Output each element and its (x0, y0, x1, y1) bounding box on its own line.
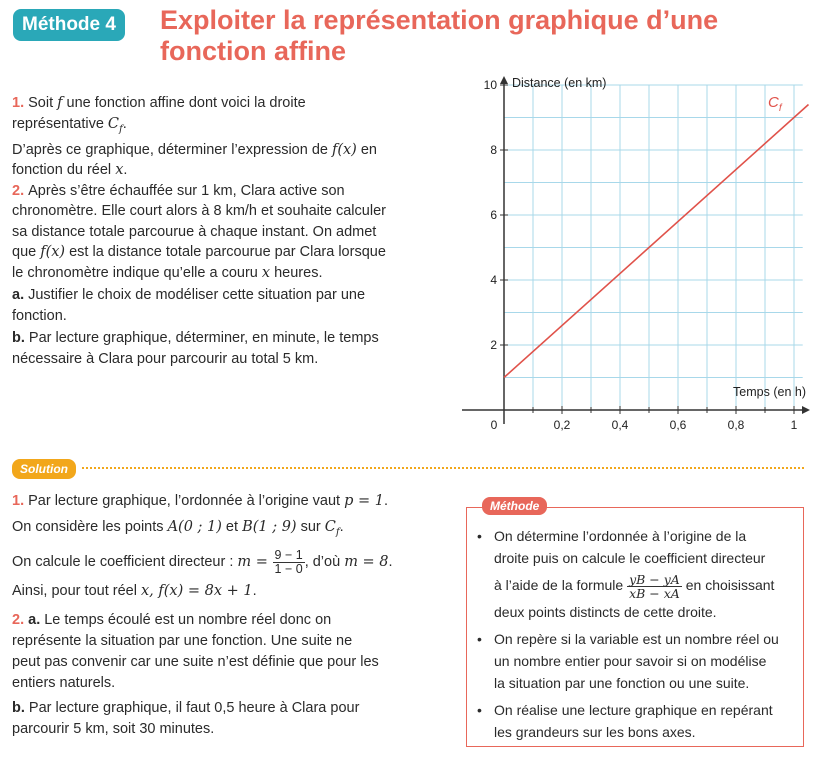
formula-fraction (627, 573, 682, 600)
s1-text-b: . (383, 493, 389, 509)
q1-x: x (115, 162, 124, 179)
s1-line3-b: , d’où (304, 553, 345, 570)
method-bullet-2 (477, 628, 799, 694)
y-tick-label: 2 (490, 338, 497, 352)
q2-number: 2. (12, 182, 25, 199)
qb-line-1: Par lecture graphique, déterminer, en minute, le temps (24, 330, 379, 347)
s2-line-3: peut pas convenir car une suite n’est définie que pour les (12, 653, 379, 670)
solution-tag: Solution (12, 459, 76, 479)
q2-line-1: Après s’être échauffée sur 1 km, Clara active son (28, 182, 345, 199)
b3-line-1: On réalise une lecture graphique en repérant (494, 702, 773, 718)
y-tick-label: 6 (490, 208, 497, 222)
formula-denominator: xB − xA (629, 585, 680, 601)
s1-line4-a: Ainsi, pour tout réel (12, 582, 141, 599)
s1-m8: m = 8 (344, 553, 389, 570)
s1-et: et (221, 519, 243, 535)
s1-line3-a: On calcule le coefficient directeur : (12, 553, 238, 570)
s2-line-5: Par lecture graphique, il faut 0,5 heure à Clara pour (24, 699, 360, 716)
bullet-icon: • (477, 528, 482, 544)
s1-point-b: B(1 ; 9) (242, 519, 297, 535)
s1-line4-b: . (252, 582, 257, 599)
b2-line-2: un nombre entier pour savoir si on modélise (494, 653, 767, 669)
s1-point-a: A(0 ; 1) (167, 519, 222, 535)
q2-line-5a: le chronomètre indique qu’elle a couru (12, 264, 262, 281)
s2-number: 2. (12, 611, 25, 628)
s1-dot: . (339, 519, 344, 535)
method-bullets (477, 525, 799, 743)
s2-a-label: a. (28, 611, 41, 628)
slope-denominator: 1 − 0 (274, 561, 303, 576)
q1-text-i: . (123, 162, 128, 179)
q1-text-d: . (122, 115, 127, 132)
q1-text-h: fonction du réel (12, 162, 116, 179)
q1-text-g: en (356, 141, 378, 158)
b1-line-3a: à l’aide de la formule (494, 577, 628, 593)
q2-line-2: chronomètre. Elle court alors à 8 km/h et souhaite calculer (12, 203, 386, 220)
y-tick-label: 10 (483, 78, 497, 92)
q1-text-c: représentative (12, 115, 108, 132)
x-tick-label: 0 (490, 418, 498, 432)
curve-label (768, 94, 783, 114)
b1-line-3b: en choisissant (681, 577, 775, 593)
series-line-cf (504, 105, 809, 378)
s1-m: m = (237, 553, 273, 570)
s2-line-6: parcourir 5 km, soit 30 minutes. (12, 720, 215, 737)
s1-number: 1. (12, 493, 25, 509)
s2-b-label: b. (12, 699, 25, 716)
s2-line-1: Le temps écoulé est un nombre réel donc on (40, 611, 332, 628)
solution-divider (82, 467, 804, 469)
x-tick-label: 0,8 (727, 418, 745, 432)
qa-line-2: fonction. (12, 307, 67, 324)
s1-c: C (324, 519, 336, 535)
x-axis-arrow (802, 406, 810, 414)
b2-line-1: On repère si la variable est un nombre réel ou (494, 631, 779, 647)
x-tick-label: 0,2 (553, 418, 571, 432)
page-title (160, 5, 718, 67)
b1-line-1: On détermine l’ordonnée à l’origine de la (494, 528, 747, 544)
x-tick-label: 0,4 (611, 418, 629, 432)
q1-fx: f(x) (331, 141, 357, 158)
qa-label: a. (12, 287, 25, 304)
b1-line-2: droite puis on calcule le coefficient directeur (494, 550, 766, 566)
function-graph (460, 74, 810, 436)
chart-axes (462, 76, 810, 424)
s2-line-2: représente la situation par une fonction. Une suite ne (12, 632, 353, 649)
q1-number: 1. (12, 95, 25, 111)
q1-text: Soit (28, 95, 58, 111)
method-bullet-1 (477, 525, 799, 623)
s2-line-4: entiers naturels. (12, 674, 116, 691)
qa-line-1: Justifier le choix de modéliser cette situation par une (24, 287, 366, 304)
q2-line-4b: est la distance totale parcourue par Clara lorsque (65, 244, 386, 261)
chart-grid (504, 85, 803, 410)
b3-line-2: les grandeurs sur les bons axes. (494, 724, 696, 740)
q1-cf: C (107, 115, 120, 132)
chart-series (504, 105, 809, 378)
qb-line-2: nécessaire à Clara pour parcourir au total 5 km. (12, 350, 319, 367)
s1-line2-a: On considère les points (12, 519, 168, 535)
solution-text (12, 491, 457, 740)
s1-expression: x, f(x) = 8x + 1 (140, 582, 253, 599)
q1-f: f (57, 95, 63, 111)
bullet-icon: • (477, 702, 482, 718)
slope-fraction (273, 549, 305, 576)
s1-c-sub: f (335, 526, 340, 538)
curve-label-sub: f (778, 103, 782, 114)
q1-text-b: une fonction affine dont voici la droite (62, 95, 306, 111)
q2-x: x (261, 264, 271, 281)
q2-line-5b: heures. (270, 264, 323, 281)
b1-line-4: deux points distincts de cette droite. (494, 604, 717, 620)
method-bullet-3 (477, 699, 799, 743)
method-tag: Méthode (482, 497, 547, 515)
x-axis-label: Temps (en h) (733, 385, 806, 399)
slope-numerator: 9 − 1 (274, 547, 303, 562)
method-badge: Méthode 4 (13, 9, 125, 41)
x-tick-label: 1 (790, 418, 798, 432)
y-tick-label: 8 (490, 143, 497, 157)
formula-numerator: yB − yA (629, 571, 680, 587)
exercise-text (12, 93, 452, 369)
curve-label-main: C (768, 94, 779, 111)
b2-line-3: la situation par une fonction ou une suite. (494, 675, 750, 691)
q1-cf-sub: f (119, 123, 123, 135)
q2-fx: f(x) (40, 244, 66, 261)
qb-label: b. (12, 330, 25, 347)
y-axis-label: Distance (en km) (512, 76, 607, 90)
title-line-1: Exploiter la représentation graphique d’une (160, 5, 719, 35)
s1-sur: sur (296, 519, 325, 535)
x-tick-label: 0,6 (669, 418, 687, 432)
y-tick-label: 4 (490, 273, 497, 287)
q2-line-4a: que (12, 244, 41, 261)
s1-line3-c: . (388, 553, 393, 570)
y-axis-arrow (500, 76, 508, 84)
q2-line-3: sa distance totale parcourue à chaque instant. On admet (12, 223, 377, 240)
title-line-2: fonction affine (160, 36, 346, 66)
q1-text-e: D’après ce graphique, déterminer l’expression de (12, 141, 332, 158)
s1-text-a: Par lecture graphique, l’ordonnée à l’origine vaut (24, 493, 345, 509)
s1-p: p = 1 (344, 493, 384, 509)
bullet-icon: • (477, 631, 482, 647)
